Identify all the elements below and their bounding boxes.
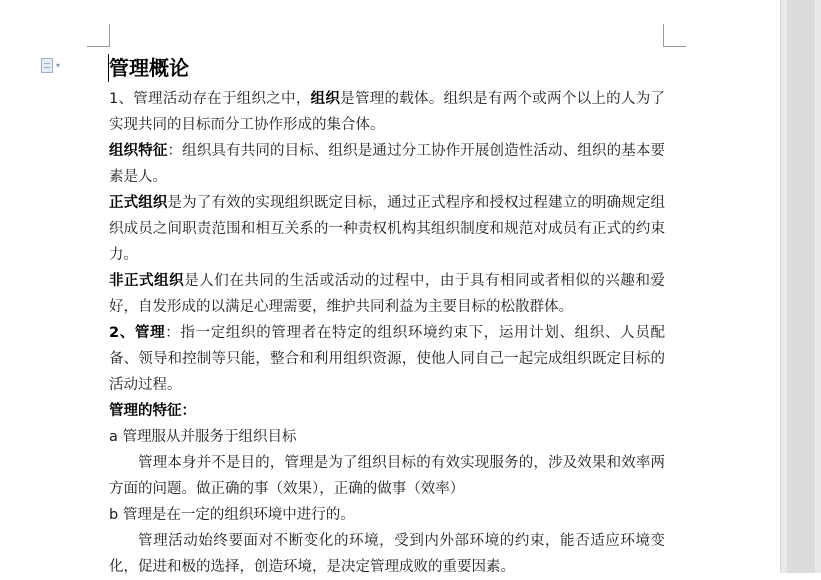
paragraph-management <box>109 320 665 398</box>
chevron-down-icon: ▾ <box>56 60 61 70</box>
paragraph-text: ：组织具有共同的目标、组织是通过分工协作开展创造性活动、组织的基本要素是人。 <box>109 143 666 185</box>
heading-management-features: 管理的特征： <box>109 403 196 419</box>
bold-term: 2、管理 <box>109 325 166 341</box>
bold-term: 正式组织 <box>109 195 168 211</box>
paragraph-text: 是管理的载体。组织是有两个或两个以上的人为了实现共同的目标而分工协作形成的集合体。 <box>109 91 665 133</box>
paragraph-text: 是为了有效的实现组织既定目标，通过正式程序和授权过程建立的明确规定组织成员之间职责范围和相互关系的一种责权机构其组织制度和规范对成员有正式的约束力。 <box>109 195 666 263</box>
paragraph-options-button[interactable] <box>41 57 71 73</box>
paragraph-feature-a-detail: 管理本身并不是目的，管理是为了组织目标的有效实现服务的，涉及效果和效率两方面的问题。做正确的事（效果），正确的做事（效率） <box>109 455 665 497</box>
document-title: 管理概论 <box>109 56 189 80</box>
paragraph-formal-organization <box>109 190 665 268</box>
margin-corner-top-left <box>87 24 110 47</box>
margin-corner-top-right <box>663 24 686 47</box>
document-icon <box>41 58 53 73</box>
paragraph-text: 1、管理活动存在于组织之中， <box>109 91 311 107</box>
vertical-scrollbar[interactable] <box>780 0 821 573</box>
list-item-a: a 管理服从并服务于组织目标 <box>109 429 297 445</box>
paragraph-text: ：指一定组织的管理者在特定的组织环境约束下，运用计划、组织、人员配备、领导和控制等只能，整合和利用组织资源，使他人同自己一起完成组织既定目标的活动过程。 <box>109 325 665 393</box>
document-body[interactable] <box>109 52 665 580</box>
bold-term: 组织特征 <box>109 143 168 159</box>
paragraph-organization-features <box>109 138 665 190</box>
paragraph-text: 是人们在共同的生活或活动的过程中，由于具有相同或者相似的兴趣和爱好，自发形成的以满足心理需要，维护共同利益为主要目标的松散群体。 <box>109 273 666 315</box>
paragraph-informal-organization <box>109 268 665 320</box>
bold-term: 非正式组织 <box>109 273 185 289</box>
bold-term: 组织 <box>310 91 341 107</box>
paragraph-feature-b-detail: 管理活动始终要面对不断变化的环境，受到内外部环境的约束，能否适应环境变化，促进和极的选择，创造环境，是决定管理成败的重要因素。 <box>109 533 665 575</box>
paragraph-organization <box>109 86 665 138</box>
list-item-b: b 管理是在一定的组织环境中进行的。 <box>109 507 355 523</box>
scrollbar-thumb[interactable] <box>787 0 815 573</box>
